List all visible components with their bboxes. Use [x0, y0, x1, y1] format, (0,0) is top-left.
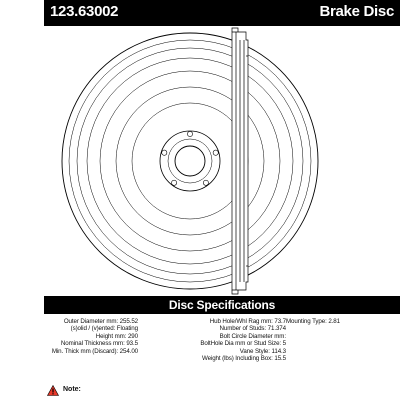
spec-line: BoltHole Dia mm or Stud Size: 5	[200, 340, 286, 348]
spec-line: Bolt Circle Diameter mm:	[219, 332, 286, 340]
spec-table	[44, 315, 400, 381]
spec-line: Vane Style: 114.3	[239, 347, 286, 355]
spec-title-bar	[44, 296, 400, 314]
brake-drum-side-profile	[232, 28, 248, 294]
spec-line: Height mm: 290	[95, 332, 138, 340]
note-label: Note:	[63, 386, 81, 393]
spec-line: Mounting Type: 2.81	[285, 318, 340, 325]
spec-title: Disc Specifications	[168, 298, 276, 312]
header-bar	[44, 0, 400, 26]
spec-column-c	[280, 318, 340, 325]
spec-column-b	[146, 318, 286, 362]
warning-icon	[47, 385, 59, 396]
spec-line: Number of Studs: 71.374	[219, 325, 286, 333]
part-number: 123.63002	[50, 3, 119, 20]
spec-column-a	[44, 318, 138, 355]
spec-line: Min. Thick mm (Discard): 254.00	[51, 347, 138, 355]
spec-line: (s)olid / (v)ented: Floating	[70, 325, 138, 333]
technical-drawing	[0, 26, 400, 296]
spec-line: Outer Diameter mm: 255.52	[63, 318, 138, 325]
spec-line: Nominal Thickness mm: 93.5	[60, 340, 138, 348]
product-type: Brake Disc	[319, 3, 394, 20]
spec-line: Hub Hole/Whl Rag mm: 73.7	[209, 318, 286, 325]
spec-line: Weight (lbs) Including Box: 15.5	[201, 355, 286, 363]
brake-drum-front-view	[62, 33, 318, 289]
